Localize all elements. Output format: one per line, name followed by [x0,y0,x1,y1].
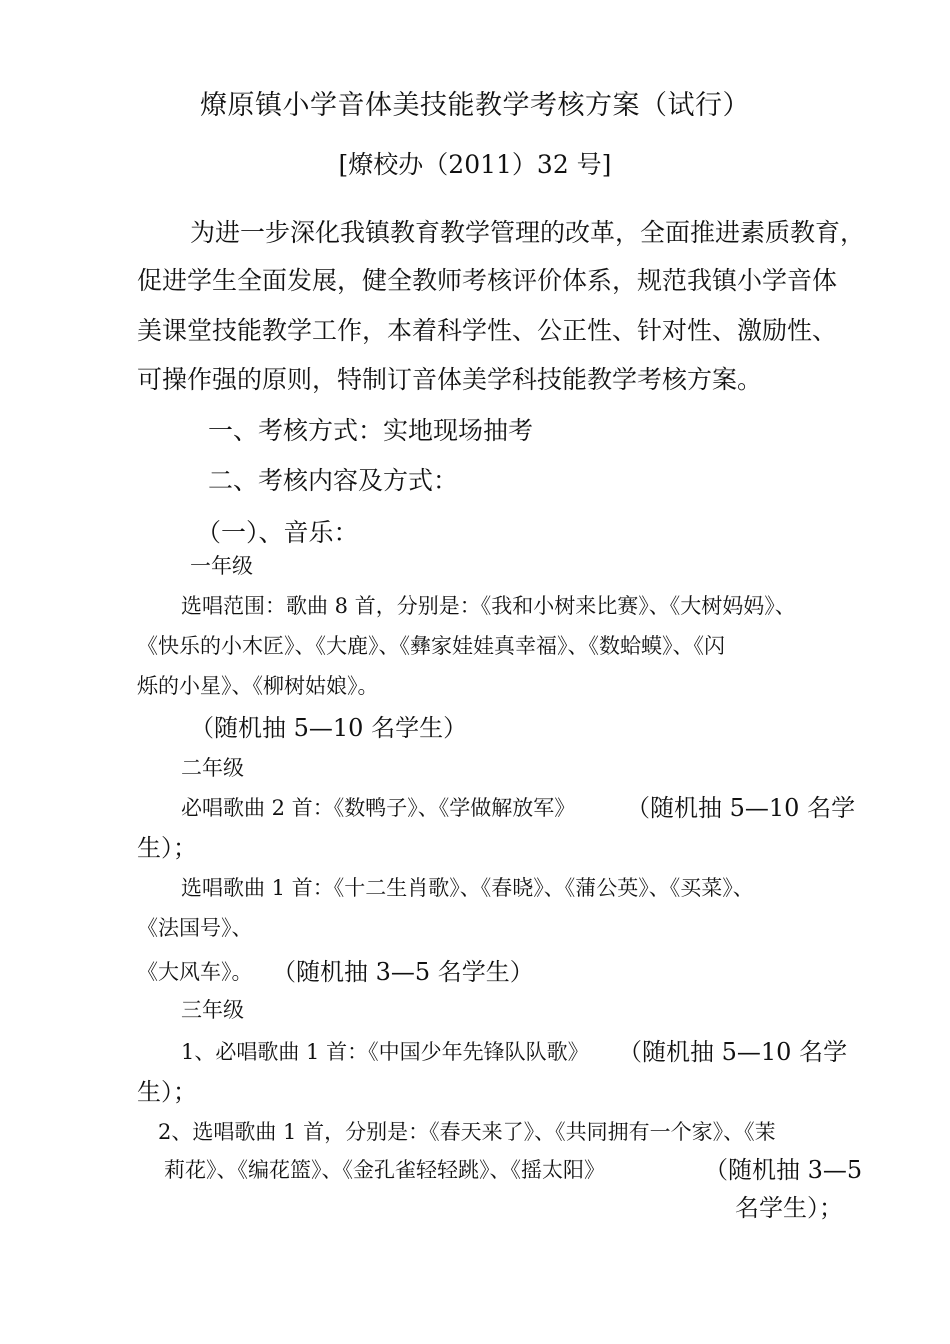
grade2-choose-note: （随机抽 3—5 名学生） [272,958,534,986]
grade2-choose-line: 《大风车》。 [137,960,253,984]
intro-line: 美课堂技能教学工作，本着科学性、公正性、针对性、激励性、 [137,316,838,345]
grade3-choose-end: 名学生）； [735,1194,843,1222]
grade2-choose-line: 《法国号》、 [137,916,253,940]
document-title: 燎原镇小学音体美技能教学考核方案（试行） [200,90,750,121]
grade3-must-note: （随机抽 5—10 名学 [618,1038,848,1066]
grade3-choose-line: 2、选唱歌曲 1 首，分别是：《春天来了》、《共同拥有一个家》、《茉 [158,1120,776,1144]
grade-label-1: 一年级 [190,554,253,578]
section-heading-2: 二、考核内容及方式： [208,466,459,495]
grade2-choose-line: 选唱歌曲 1 首：《十二生肖歌》、《春晓》、《蒲公英》、《买菜》、 [181,876,754,900]
grade-label-3: 三年级 [181,998,244,1022]
grade2-must-line: 必唱歌曲 2 首：《数鸭子》、《学做解放军》 [181,796,576,820]
section-heading-1: 一、考核方式：实地现场抽考 [208,416,534,445]
grade1-line: 选唱范围：歌曲 8 首，分别是：《我和小树来比赛》、《大树妈妈》、 [181,594,796,618]
intro-line: 为进一步深化我镇教育教学管理的改革，全面推进素质教育， [190,218,866,247]
document-number: [燎校办（2011）32 号] [338,150,612,179]
grade3-must-line: 1、必唱歌曲 1 首：《中国少年先锋队队歌》 [181,1040,589,1064]
intro-line: 促进学生全面发展，健全教师考核评价体系，规范我镇小学音体 [137,266,838,295]
grade2-must-note: （随机抽 5—10 名学 [626,794,856,822]
grade1-note: （随机抽 5—10 名学生） [190,714,468,742]
grade1-line: 《快乐的小木匠》、《大鹿》、《彝家娃娃真幸福》、《数蛤蟆》、《闪 [137,634,725,658]
music-heading: （一）、音乐： [196,518,359,547]
intro-line: 可操作强的原则，特制订音体美学科技能教学考核方案。 [137,365,763,394]
grade1-line: 烁的小星》、《柳树姑娘》。 [137,674,379,698]
grade-label-2: 二年级 [181,756,244,780]
grade2-must-end: 生）； [137,834,197,862]
grade3-choose-note: （随机抽 3—5 [704,1156,863,1184]
grade3-must-end: 生）； [137,1078,197,1106]
grade3-choose-line: 莉花》、《编花篮》、《金孔雀轻轻跳》、《摇太阳》 [164,1158,605,1182]
